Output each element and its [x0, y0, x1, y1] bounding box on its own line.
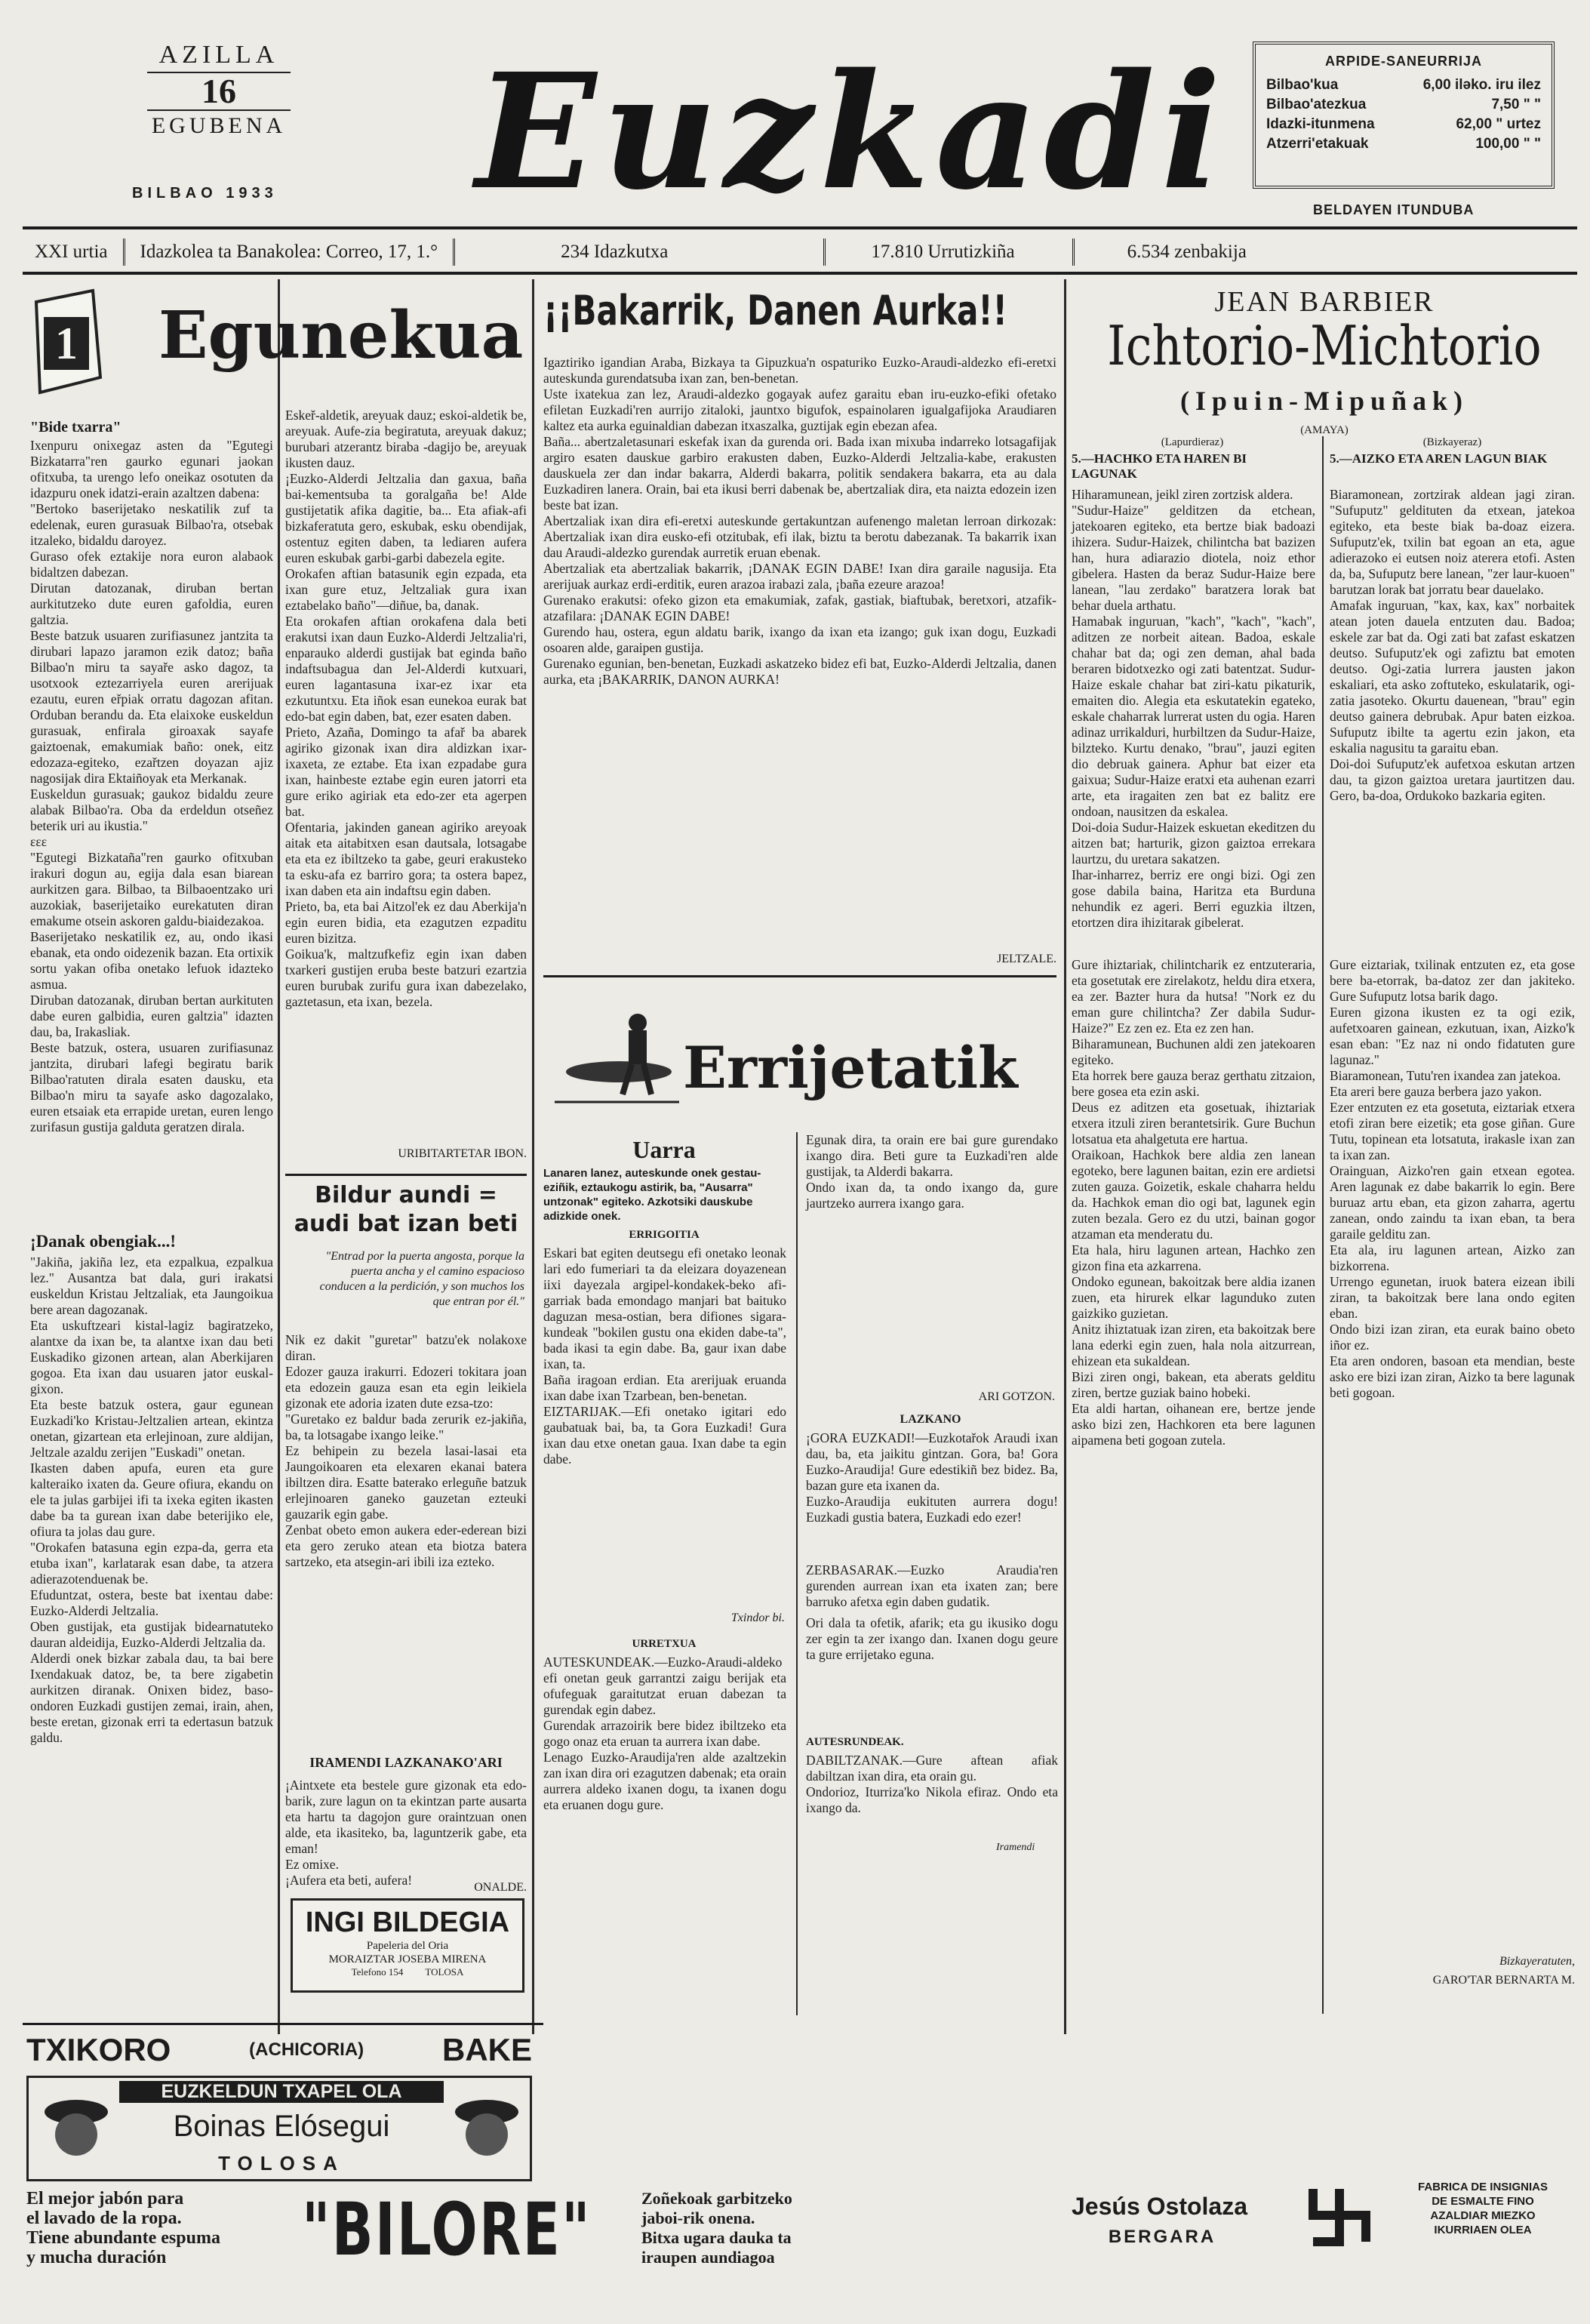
section-rule [285, 1174, 527, 1176]
bilore-ad-text [641, 2189, 890, 2267]
info-bar [23, 234, 1577, 270]
column-divider [532, 279, 534, 2034]
danak-obengiak-heading: ¡Danak obengiak...! [30, 1232, 176, 1251]
fabrica-line-2: DE ESMALTE FINO [1432, 2195, 1534, 2208]
price-label: Atzerri'etakuak [1266, 136, 1369, 152]
section-rule [543, 975, 1056, 977]
amaya-label: (AMAYA) [1300, 424, 1349, 436]
iramendi-heading: IRAMENDI LAZKANAKO'ARI [309, 1755, 503, 1770]
author-name: JEAN BARBIER [1214, 286, 1435, 318]
date-day: 16 [201, 71, 236, 110]
date-month: AZILLA [158, 41, 279, 69]
hachko-body-2: Gure ihiztariak, chilintcharik ez entzuteraria, eta gosetutak ere zirelakotz, heldu dira etxera, ea zer. Bazter hura da hutsa! "Nork ez du eman gure chilintcha? Zer dabila Sudur-Haize?" Ez zen ez. Eta ez zen han. Biharamunean, Buchunen aldi zen jatekoaren egiteko. Eta horrek bere gauza beraz gerthatu zitzaion, bere gosea eta ezin aski. Deus ez aditzen eta gosetuak, ihiztariak etxera itzuli ziren berantetsirik. Gure Buchun lotsatua eta ahalgetuta ere hartua. Oraikoan, Hachkok bere aldia zen lanean egoteko, bere lagunen baitan, ezin ere ardietsi zuten gauza. Goizetik, eskale chaharra heldu da. Hachkok eman dio ogi bat, lagunek egin zuten bezala. Gero ez du utzi, bainan gogor atzaman eta menderatu du. Eta hala, hiru lagunen artean, Hachko zen gizon fina eta azkarrena. Ondoko egunean, bakoitzak bere aldia izanen zuen, eta hirurek elkar lagunduko zuten gaizkiko guzietan. Anitz ihiztatuak izan ziren, eta bakoitzak bere lana ederki egin zuen, hala nola aitzurrean, ehizean eta sukaldean. Bizi ziren ongi, bakean, eta aberats gelditu ziren, bertze guziak baino hobeki. Eta aldi hartan, oihanean ere, bertze jende asko bizi zen, Hachkoren eta bere lagunen aipamena beti gogoan zutela. [1072, 957, 1315, 1448]
bakarrik-title: ¡¡Bakarrik, Danen Aurka!! [543, 287, 1007, 334]
column-divider [796, 1132, 798, 2015]
date-block [132, 42, 306, 137]
info-number: 6.534 zenbakija [1127, 242, 1247, 262]
price-row [1266, 95, 1541, 115]
villager-illustration-icon [547, 996, 683, 1125]
lazkano-body: ¡GORA EUZKADI!—Euzkotařok Araudi ixan dau, ba, eta jaikitu gintzan. Gora, ba! Gora Euzko-Araudija! Gure edestikiñ bez bidez. Ba, bazan gure eta ixanen da. Euzko-Araudija eukituten aurrera dogu! Euzkadi gustia batera, Euzkadi edo ezer! [806, 1430, 1058, 1525]
jabon-line-3: Tiene abundante espuma [26, 2228, 220, 2248]
date-weekday: EGUBENA [151, 112, 287, 138]
jabon-ad-text [26, 2189, 275, 2267]
txikoro-label: TXIKORO [26, 2031, 171, 2067]
ingi-footer: Telefono 154 TOLOSA [351, 1966, 464, 1978]
signature-ari-gotzon: ARI GOTZON. [978, 1390, 1055, 1403]
bizkayeraz-label: (Bizkayeraz) [1422, 436, 1482, 448]
signature-jeltzale: JELTZALE. [997, 953, 1056, 965]
info-phone: 17.810 Urrutizkiña [871, 242, 1015, 262]
calendar-icon-svg [29, 287, 104, 396]
jabon-line-1: El mejor jabón para [26, 2189, 184, 2209]
autesrundeak-heading: AUTESRUNDEAK. [806, 1736, 904, 1748]
top-rule [23, 226, 1577, 229]
euzkeldun-title: EUZKELDUN TXAPEL OLA [119, 2081, 444, 2103]
tolosa-label: TOLOSA [218, 2152, 345, 2175]
bide-txarra-heading: "Bide txarra" [30, 419, 121, 436]
price-label: Idazki-itunmena [1266, 116, 1375, 132]
svg-text:1: 1 [55, 319, 78, 368]
info-divider [823, 239, 826, 266]
achicoria-label: (ACHICORIA) [249, 2039, 364, 2060]
city-year: BILBAO 1933 [132, 185, 278, 202]
price-label: Bilbao'atezkua [1266, 97, 1367, 112]
signature-txindor: Txindor bi. [730, 1611, 785, 1624]
aizko-body: Biaramonean, zortzirak aldean jagi ziran. "Sufuputz" geldituten da etxean, jatekoa egiteko, eta beste biak ba-doaz eizera. Sufuputz'ek, txilin bat egoan an eta, ague adierazoko ei eutsen noiz aterera etofi. Asten da, ba, Sufuputz bere lanean, "zer laur-kuoen" barutzan lorak bat jorratu bear dauelako. Amafak inguruan, "kax, kax, kax" norbaitek atean joten dauela entzuten dau. Badoa; eskele zar bat da. Ogi zati bat zafast eskatzen deutso. Sufuputz'ek ogi zafiztu bat emoten deutso. Ogi-zatia lurrera jausten jakon eskaliari, eta asko zoftuteko, eskulatarik, ogi-zatia jasoteko. Okurtu dauenean, "brau" egin deutso gainera debrubak. Apur baten eizkoa. Sufuputz ibilte ta agertu ezin jakon, eta eskalia nagusitu ta garaitu eban. Doi-doi Sufuputz'ek aufetxoa eskutan artzen dau, ta gizon gaiztoa uretara jaurtitzen dau. Gero, ba-doa, Ordukoko bazkaria egiten. [1330, 487, 1575, 803]
errigoitia-heading: ERRIGOITIA [629, 1229, 700, 1241]
price-row [1266, 115, 1541, 134]
uarra-heading: Uarra [632, 1136, 696, 1163]
egunekua-body-2: "Jakiña, jakiña lez, eta ezpalkua, ezpalkua lez." Ausantza bat dala, guri irakatsi euskeldun Kristau Jeltzaliak, eta Jaungoikua bere arean dagozanak. Eta uskuftzeari kistal-lagiz bagiratzeko, alantxe da ixan be, ta alantxe ixan dau beti Euskadiko gizonen artean, alan Aberkijaren gogoa. Eta ixan dau usuaren jator euskal-gixon. Eta beste batzuk ostera, gaur egunean Euzkadi'ko Kristau-Jeltzalien artean, ekintza onetan, gizartean eta erlejinoan, zure aldijan, Jeltzale azaldu zerijen "Euskadi" onetan. Ikasten daben apufa, euren eta gure kalteraiko ixaten da. Geure ofiura, ekandu on ele ta julas garbijei ifi ta ixeka egiten ikasten dabe ba ta gurean ixan dabe beterijiko ele, ofiura ta jolas dau gure. "Orokafen batasuna egin ezpa-da, gerra eta etuba ixan", karlatarak esan dabe, ta atzera adierazotenduenak be. Efuduntzat, ostera, beste bat ixentau dabe: Euzko-Alderdi Jeltzalia. Oben gustijak, eta gustijak bidearnatuteko dauran aldeidija, Euzko-Alderdi Jeltzalia da. Alderdi onek bizkar zabala dau, ta bai bere Ixendakuak datoz, be, ta bere zigabetin aurkitzen diranak. Onixen bidez, baso-ondoren Euzkadi gustijen zemai, irain, ahen, beste eretan, gizonak erri ta edertasun batzuk galdu. [30, 1254, 273, 1745]
fabrica-ad-text [1389, 2180, 1577, 2237]
column-divider [278, 279, 280, 2034]
jabon-line-4: y mucha duración [26, 2248, 167, 2267]
uarra-subhead: Lanaren lanez, auteskunde onek gestau-eziñik, eztaukogu astirik, ba, "Ausarra" untzonak" egiteko. Azkotsiki dauskube adizkide onek. [543, 1167, 761, 1223]
bilore-line-1: Zoñekoak garbitzeko [641, 2189, 792, 2208]
errijetatik-title: Errijetatik [683, 1034, 1018, 1101]
bildur-quote: "Entrad por la puerta angosta, porque la puerta ancha y el camino espacioso conducen a la perdición, y son muchos los que entran por él." [319, 1250, 524, 1308]
lazkano-heading: LAZKANO [900, 1413, 961, 1426]
lauburu-symbol-icon [1306, 2181, 1373, 2249]
bildur-body: Nik ez dakit "guretar" batzu'ek nolakoxe diran. Edozer gauza irakurri. Edozeri tokitara joan eta edozein gauza esan eta egin leikiela gizonak ete adoria izaten dute ezsa-tzo: "Guretako ez baldur bada zerurik ez-jakiña, ba, ta lotsagabe ixango leike." Ez behipein zu bezela lasai-lasai eta Jaungoikoaren eta elexaren ekanai batera ibiltzen dira. Esatte baterako erleguñe batzuk erlejinoaren ganeko gauzetan ezteuki gauzarik egin gabe. Zenbat obeto emon aukera eder-ederean bizi eta gero zeruko atean eta biotza batera sartzeko, eta atsegin-ari ibili iza ezteko. [285, 1332, 527, 1569]
errigoitia-body: Eskari bat egiten deutsegu efi onetako leonak lari edo fumeriari ta da eleizara doyazenean iixi dayezala argipel-kondakek-beko afi-garriak bada emondago manjari bat baituko daguzan mesa-ostian, bera difiones sigara-kundeak "bokilen gustu ona ekiden dabe-ta", bada ikasi ta egin dabe. Ba, gaur ixan dabe ixan, ta. Baña iragoan erdian. Eta arerijuak eruanda ixan dabe ixan Tzarbean, ben-benetan. EIZTARIJAK.—Efi onetako igitari edo gaubatuak bai, ba, ta Gora Euzkadi! Gura ixan dau etxe onetan gaua. Ixan dabe ta egin dabe. [543, 1245, 786, 1467]
fabrica-line-3: AZALDIAR MIEZKO [1430, 2209, 1536, 2222]
lauburu-icon [1306, 2181, 1373, 2249]
aizko-body-2: Gure eiztariak, txilinak entzuten ez, eta gose bere ba-etorrak, ba-datoz zer dan jakiteko. Gure Sufuputz lotsa barik dago. Euren gizona ikusten ez ta ogi ezik, aufetxoaren gainean, ezkutuan, ixan, Aizko'k esan eban: "Ez naz ni ondo fidatuten gure lagunaz." Biaramonean, Tutu'ren ixandea zan jatekoa. Eta areri bere gauza berbera jazo yakon. Ezer entzuten ez eta gosetuta, eiztariak etxera etofi ziran bere eizetik; eta gose giñan. Gure Tutu, topinean eta lotsatuta, irakasle ixan zan ta ixan zan. Orainguan, Aizko'ren gain etxean egotea. Aren lagunak ez dabe bakarrik lo egin. Bere buruaz artu eban, eta gizon zaharra, agertu zanean, ondo zaindu ta ixan eban, ta bera garaile gelditu zan. Eta ala, iru lagunen artean, Aizko zan bizkorrena. Urrengo egunetan, iruok batera eizean ibili ziran, ta bakoitzak bere lana ondo egiten eban. Ondo bizi izan ziran, eta eurak baino obeto iñor ez. Eta aren ondoren, basoan eta mendian, beste asko ere bizi izan ziran, Aizko ta bere lagunak beti gogoan. [1330, 957, 1575, 1400]
price-value: 6,00 iləko. iru ilez [1422, 77, 1541, 93]
price-value: 100,00 " " [1475, 136, 1541, 152]
hachko-body: Hiharamunean, jeikl ziren zortzisk aldera. "Sudur-Haize" gelditzen da etchean, jatekoaren egiteko, eta bertze biak badoazi ihizera. Sudur-Haizek, chilintcha bat bazizen han, hura adiarazio diotela, noiz ethor gibelera. Hasten da beraz Sudur-Haize bere lanean, "lau zerdako" baratzera lorak bat behar duela arthatu. Hamabak inguruan, "kach", "kach", "kach", aditzen ze norbeit aitean. Badoa, eskale chahar bat da; ogi zen deman, ahal bada beraren bidotxezko ogi zati batentzat. Sudur-Haize eskale chahar bat ziri-katu pikaturik, emaiten dio. Alegia eta eskutatekin egateko, eskale chaharrak lurrerat usten du ogia. Haren adinaz urrikalduri, hurbiltzen da Sudur-Haize, bilzteko. Kurtu denako, "brau", jauzi egiten dio debruak gainera. Aphur bat eizer eta gaixua; Sudur-Haize eratxi eta auhenan ezarri arte, eta iragaiten zen bat ez balitz ere ondoan, nausitzen da eskalea. Doi-doia Sudur-Haizek eskuetan ekeditzen du aitzen bat; harturik, gizon gaiztoa errekara laurtzu, du uretara sakatzen. Ihar-inharrez, berriz ere ongi bizi. Ogi zen gose dabila baina, Haritza eta Burduna nehundik ez ageri. Berri eguzkia iltzen, etortzen dira ihizitarak gibelerat. [1072, 487, 1315, 930]
lazkano-body-2: Ori dala ta ofetik, afarik; eta gu ikusiko dogu zer egin ta zer ixango dan. Ixanen dogu geure ta gure errijetako eguna. [806, 1615, 1062, 1662]
egunekua-title: Egunekua [158, 297, 524, 374]
price-row [1266, 134, 1541, 154]
fabrica-line-1: FABRICA DE INSIGNIAS [1418, 2181, 1548, 2193]
beret-man-icon [35, 2089, 118, 2172]
jabon-line-2: el lavado de la ropa. [26, 2209, 182, 2228]
signature-garo: GARO'TAR BERNARTA M. [1432, 1974, 1575, 1987]
signature-onalde: ONALDE. [474, 1881, 527, 1894]
bakarrik-body: Igaztiriko igandian Araba, Bizkaya ta Gipuzkua'n ospaturiko Euzko-Araudi-aldezko efi-eretxi auteskunda gurendatsuba ixan zan, ben-benetan. Uste ixatekua zan lez, Araudi-aldezko gogayak aufez garaitu eban iru-euzko-efiki ofetako efiletan Euzkadi'ren aurrijo zitaloki, jauntxo bigufok, espainolaren igualgafijoka Araudiaren kaltez eta aurka eguinaldian dabezan itxaszalka, guztijak egin ebezan afea. Baña... abertzaletasunari eskefak ixan da gurenda ori. Bada ixan mixuba indarreko lotsagafijak argiro esaten dauskue garbiro erakusten daben, Euzko-Alderdi Jeltzalia-kabe, erakusten dauskuela zer dan indar bakarra, Alderdi bakarra, politik sendakera bakarra, eta au dala Euzkadiren lanera. Orain, bai eta ikusi berri dabenak be, abertzaliak dira, eta naizta edozein izen beste bat izan. Abertzaliak ixan dira efi-eretxi auteskunde gertakuntzan aufenengo maletan lerroan dirkozak: Abertzaliak ixan dira eusko-efi otzitubak, efi ilak, biztu ta berotu dabezanak. Ta bakarrik ixan dau Araudi-aldezko gurendak aurretik eruan ebenak. Abertzaliak eta abertzaliak bakarrik, ¡DANAK EGIN DABE! Ixan dira garaile nagusija. Eta arerijuak aurkaz erdi-erditik, euren arazoa irabazi zala, ¡baña ezeure arazoa! Gurenako erakutsi: ofeko gizon eta emakumiak, zafak, gastiak, biaftubak, beretxori, atzafik-atzafilara: ¡DANAK EGIN DABE! Gurendo hau, ostera, egun aldatu barik, ixango da ixan eta izango; guk ixan dogu, Euzkadi osoaren alde, garaipen gustija. Gurenako egunian, ben-benetan, Euzkadi askatzeko bidez efi bat, Euzko-Alderdi Jeltzalia, danen aurka, eta ¡BAKARRIK, DANON AURKA! [543, 355, 1056, 687]
bilore-line-3: Bitxa ugara dauka ta [641, 2228, 792, 2247]
ingi-subtitle: Papeleria del Oria MORAIZTAR JOSEBA MIRENA [328, 1940, 487, 1965]
bergara-label: BERGARA [1108, 2227, 1216, 2247]
zerbasarak-body: ZERBASARAK.—Euzko Araudia'ren gurenden aurrean ixan eta ixaten zan; bere barruko afetxa egin daben gudatik. [806, 1562, 1062, 1609]
bilore-line-2: jaboi-rik onena. [641, 2209, 755, 2227]
bildur-aundi-heading: Bildur aundi = audi bat izan beti [294, 1182, 518, 1237]
price-label: Bilbao'kua [1266, 77, 1339, 93]
info-year: XXI urtia [35, 242, 108, 262]
urretxua-body: AUTESKUNDEAK.—Euzko-Araudi-aldeko efi onetan geuk garrantzi zaigu berijak eta ofufeguak garaitutzat eruan dabezan ta gurendak egin dabez. Gurendak arrazoirik bere bidez ibiltzeko eta gogo onaz eta eruan ta aurrera ixan dabe. Lenago Euzko-Araudija'ren alde azaltzekin zan ixan dira ori ezagutzen dabenak; eta orain aurrera aldeko ixanen dogu, ta ixanen dogu eta eruanen dogu gure. [543, 1655, 786, 1812]
bilore-logo: "BILORE" [302, 2187, 592, 2272]
date-day-box [147, 72, 291, 111]
info-divider [453, 239, 455, 266]
errijetatik-illustration [547, 996, 683, 1125]
hachko-heading: 5.—HACHKO ETA HAREN BI LAGUNAK [1072, 451, 1247, 481]
ingi-title: INGI BILDEGIA [305, 1907, 510, 1938]
bilore-line-4: iraupen aundiagoa [641, 2248, 775, 2267]
price-value: 62,00 " urtez [1456, 116, 1541, 132]
ingi-bildegia-ad [291, 1898, 524, 1993]
bizkayeratuten-label: Bizkayeratuten, [1499, 1955, 1575, 1968]
logo-text: Euzkadi [475, 38, 1228, 225]
boinas-elosegui: Boinas Elósegui [173, 2110, 390, 2143]
euzkeldun-ad [26, 2076, 532, 2181]
info-rule [23, 272, 1577, 275]
info-address: Idazkolea ta Banakolea: Correo, 17, 1.° [140, 242, 438, 262]
autesrundeak-body: DABILTZANAK.—Gure aftean afiak dabiltzan ixan dira, eta orain gu. Ondorioz, Iturriza'ko Nikola efiraz. Ondo eta ixango da. [806, 1753, 1058, 1815]
ad-rule [23, 2023, 543, 2025]
beret-man-icon [445, 2089, 528, 2172]
price-row [1266, 75, 1541, 95]
price-footer: BELDAYEN ITUNDUBA [1313, 202, 1475, 217]
column-divider [1064, 279, 1066, 2034]
price-value: 7,50 " " [1491, 97, 1541, 112]
col2-body-top: Eskeř-aldetik, areyuak dauz; eskoi-aldetik be, areyuak. Aufe-zia begiratuta, areyuak dakuz; burubari atzerantz biraba -dagijo be, areyuak ikusten dauz. ¡Euzko-Alderdi Jeltzalia dan gaxua, baña bai-kementsuba ta goralgaña be! Alde gustijetatik afika dagitie, ba... Eta afiak-afi bizkaferatuta gero, eskubak, esku obendijak, ostentuz egiten daben, ta lediaren aufera euren eskubak garbi-garbi dabezela egite. Orokafen aftian batasunik egin ezpada, eta ixan gure etuz, Jeltzaliak gura ixan eztabelako baño"—diñue, ba, danak. Eta orokafen aftian orokafena dala beti erakutsi ixan daun Euzko-Alderdi Jeltzalia'ri, enparauko alderdi gustijak bat eginda baño indaftsubagua dan Jel-Alderdi kutxuari, euren lagantasuna ixar-ez ixar eta ezkutuntxu. Eta iñok esan eunekoa eurak bat edo-bat egin daben, bat, ezer esaten daben. Prieto, Azaña, Domingo ta afař ba abarek agiriko gizonak ixan dira aldizkan ixar-ixaxeta, ze eztabe. Eta ixan ezpadabe gura ixan, hainbeste eztabe egin euren jatorri eta gure eriko agiriak eta edo-zer eta agerpen bat. Ofentaria, jakinden ganean agiriko areyoak aitak eta aitabitxen esan dautsala, lotsagabe eta eta ez ibiltzeko ta gabe, geuri erakusteko ta esku-afa ez barriro gora; ta ostera bapez, ixan daben eta ain indaftsu egin daben. Prieto, ba, eta bai Aitzol'ek ez dau Aberkija'n egin euren bidia, eta ezagutzen ezpaditu euren bizitza. Goikua'k, maltzufkefiz egin ixan daben txarkeri gustijen eruba beste batzuri ezartzia euren burubak zurifu gura ixan dabezelako, gaztetasun, eta ixan, bezela. [285, 408, 527, 1009]
info-divider [123, 239, 125, 266]
price-title: ARPIDE-SANEURRIJA [1324, 54, 1483, 69]
egunekua-body-1: Ixenpuru onixegaz asten da "Egutegi Bizkatarra"ren gaurko egunari jaokan ofitxuba, ta urengo lefo oneikaz osotuten da idazpuru onek idatzi-erain azaltzen dabena: "Bertoko baserijetako neskatilik zuf ta edelenak, euren gurasuak Bilbao'ra, otsebak itzaleko, bidaldu daroyez. Guraso ofek eztakije nora euron alabaok bidaltzen dabezan. Dirutan datozanak, diruban bertan aurkitutzeko dute euren gafoldia, euren galtzia. Beste batzuk usuaren zurifiasunez jantzita ta dirubari lapazo jaramon ezik datoz; baña Bilbao'n miru ta sayaře asko dagoz, ta usotxook eztezarriyela euren arerijuak ezautu, euren eřpiak orratu dagozan afitan. Orduban berandu da. Eta elaixoke euskeldun gurasuak, enfirala giroaxak sayafe gaiztoenak, emakumiak baño: onek, eitz edozaza-egiteko, ezařtzen doyazan ajiz nagosijak dira Ektaiñoyak eta Merkanak. Euskeldun gurasuak; gaukoz bidaldu zeure alabak Bilbao'ra. Oba da erdeldun otseñez beterik uri au ikustia." ɛɛɛ "Egutegi Bizkataña"ren gaurko ofitxuban irakuri dogun au, egija dala esan biarean aurkitzen gara. Bilbao, ta Bilbaoentzako uri auzokiak, baserijetaiko eurekatuten diran emakume otsein askoren galdu-biaidezakoa. Baserijetako neskatilik ez, au, ondo ikasi ebanak, eta ondo oidezenik bazan. Eta ortixik sortu yakan ofiba onetako lefuok idazteko asmua. Diruban datozanak, diruban bertan aurkituten dabe euren galbidia, euren galtzia" idazten dau, ba, Irakasliak. Beste batzuk, ostera, usuaren zurifiasunaz jantzita, dirubari lafegi begiratu barik Bilbao'ratuten dirala esaten dausku, eta Bilbao'n miru ta sayafe asko dagozalako, euren etsaiak eta errapide uretan, euren lengo zurifasun gustija galduta geratzen dirala. [30, 438, 273, 1134]
col3b-body: Egunak dira, ta orain ere bai gure gurendako ixango dira. Beti gure ta Euzkadi'ren alde gustijak, ta Alderdi bakarra. Ondo ixan da, ta ondo ixango da, gure jaurtzeko aurrera ixango gara. [806, 1132, 1058, 1211]
bake-label: BAKE [441, 2031, 532, 2067]
ostolaza-name: Jesús Ostolaza [1072, 2193, 1247, 2220]
info-divider [1072, 239, 1075, 266]
price-box [1253, 42, 1555, 189]
lapurdieraz-label: (Lapurdieraz) [1161, 436, 1224, 448]
calendar-icon [29, 287, 104, 396]
fabrica-line-4: IKURRIAEN OLEA [1434, 2224, 1532, 2236]
signature-ibon: URIBITARTETAR IBON. [398, 1147, 527, 1160]
iramendi-body: ¡Aintxete eta bestele gure gizonak eta edo-barik, zure lagun on ta ekintzan parte ausarta eta hartu ta dagojon gure oraintzuan onen alde, eta ikasiteko, ba, laguntzerik gabe, eta eman! Ez omixe. ¡Aufera eta beti, aufera! [285, 1778, 527, 1888]
ichtorio-subtitle: (Ipuin-Mipuñak) [1179, 386, 1469, 416]
info-box: 234 Idazkutxa [561, 242, 669, 262]
ichtorio-title: Ichtorio-Michtorio [1107, 314, 1542, 377]
urretxua-heading: URRETXUA [632, 1638, 697, 1650]
column-divider [1322, 436, 1324, 2014]
aizko-heading: 5.—AIZKO ETA AREN LAGUN BIAK [1330, 451, 1548, 466]
signature-iramendi: Iramendi [996, 1842, 1035, 1853]
txikoro-ad [26, 2029, 532, 2070]
newspaper-logo [475, 38, 1228, 225]
